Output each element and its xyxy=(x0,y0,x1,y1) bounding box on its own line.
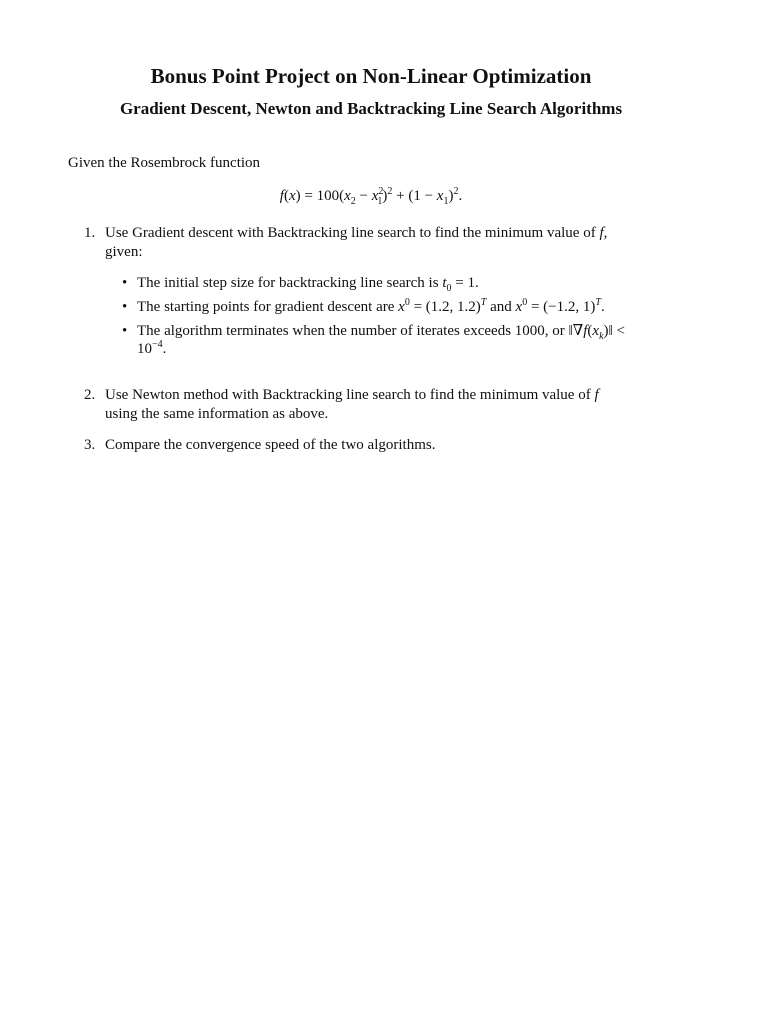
bullet-icon: • xyxy=(122,275,128,291)
item-text: Use Newton method with Backtracking line search to find the minimum value of f using the same information as above. xyxy=(105,387,599,422)
bullet-icon: • xyxy=(122,299,128,315)
list-item-3 xyxy=(84,436,676,455)
item-number: 2. xyxy=(84,387,96,403)
list-item-2 xyxy=(84,386,676,424)
rosenbrock-equation: $f(x) = 100(x_2 - x^2_1)^2 + (1 - x_1)^2$. xyxy=(279,186,463,207)
item-number: 3. xyxy=(84,437,96,453)
page-title: Bonus Point Project on Non-Linear Optimization xyxy=(150,64,592,88)
intro-text: Given the Rosembrock function xyxy=(68,155,261,171)
list-item-1 xyxy=(84,224,676,262)
bullet-item-step-size: • The initial step size for backtracking line search is $t_0 = 1$. xyxy=(122,275,479,294)
bullet-item-termination: • The algorithm terminates when the number of iterates exceeds 1000, or $‖\nabla f(x_k)‖$ < $10^{-4}$. xyxy=(122,323,625,357)
item-number: 1. xyxy=(84,225,96,241)
bullet-icon: • xyxy=(122,323,128,339)
page-subtitle: Gradient Descent, Newton and Backtracking Line Search Algorithms xyxy=(119,99,623,118)
bullet-list xyxy=(122,274,686,364)
item-text: Use Gradient descent with Backtracking line search to find the minimum value of f, given: xyxy=(105,225,608,260)
bullet-item-starting-points: • The starting points for gradient descent are $x^0 = (1.2$, 1.2)$^T$ and $x^0 = (-1.2$, 1)$^T$. xyxy=(122,297,605,315)
item-text: Compare the convergence speed of the two algorithms. xyxy=(105,437,436,453)
